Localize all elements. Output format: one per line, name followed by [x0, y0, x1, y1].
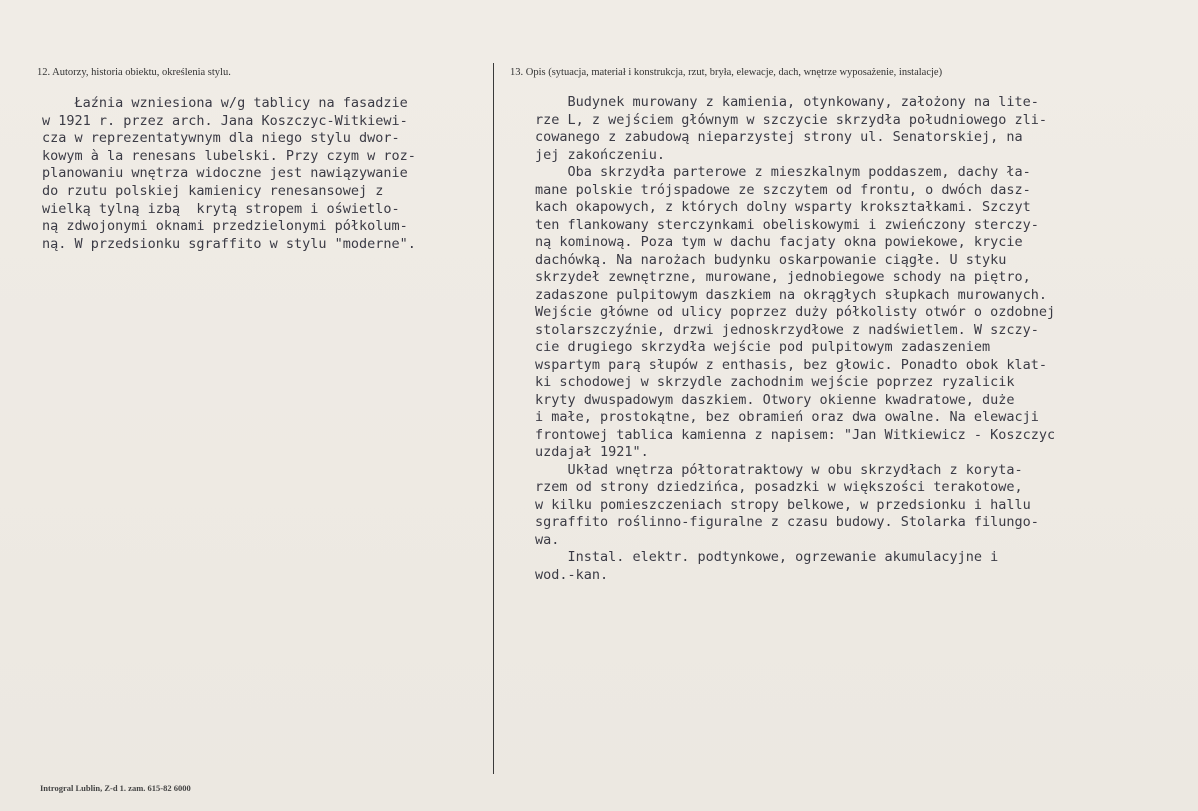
text-line: Budynek murowany z kamienia, otynkowany, założony na lite- — [535, 94, 1039, 110]
text-line: sgraffito roślinno-figuralne z czasu budowy. Stolarka filungo- — [535, 514, 1039, 530]
printer-imprint: Introgral Lublin, Z-d 1. zam. 615-82 6000 — [40, 783, 191, 793]
text-line: Układ wnętrza półtoratraktowy w obu skrzydłach z koryta- — [535, 461, 1023, 478]
text-line: ną zdwojonymi oknami przedzielonymi półkolum- — [42, 218, 408, 235]
authors-history-text — [42, 95, 416, 253]
section-13-heading: 13. Opis (sytuacja, materiał i konstrukcja, rzut, bryła, elewacje, dach, wnętrze wyposażenie, instalacje) — [510, 67, 943, 78]
column-divider — [493, 63, 494, 774]
text-line: jej zakończeniu. — [535, 146, 666, 163]
text-line: kach okapowych, z których dolny wsparty krokształkami. Szczyt — [535, 199, 1031, 215]
text-line: dachówką. Na narożach budynku oskarpowanie ciągłe. U styku — [535, 251, 1007, 268]
text-line: Wejście główne od ulicy poprzez duży półkolisty otwór o ozdobnej — [535, 304, 1056, 320]
text-line: zadaszone pulpitowym daszkiem na okrągłych słupkach murowanych. — [535, 286, 1048, 303]
text-line: cowanego z zabudową nieparzystej strony ul. Senatorskiej, na — [535, 129, 1023, 145]
text-line: i małe, prostokątne, bez obramień oraz dwa owalne. Na elewacji — [535, 409, 1039, 425]
text-line: rze L, z wejściem głównym w szczycie skrzydła południowego zli- — [535, 111, 1048, 128]
text-line: rzem od strony dziedzińca, posadzki w większości terakotowe, — [535, 479, 1023, 495]
text-line: wspartym parą słupów z enthasis, bez głowic. Ponadto obok klat- — [535, 356, 1048, 373]
section-12-heading: 12. Autorzy, historia obiektu, określenia stylu. — [37, 67, 231, 78]
text-line: frontowej tablica kamienna z napisem: "Jan Witkiewicz - Koszczyc — [535, 426, 1056, 443]
text-line: ną. W przedsionku sgraffito w stylu "moderne". — [42, 235, 416, 252]
text-line: Łaźnia wzniesiona w/g tablicy na fasadzie — [42, 95, 408, 111]
text-line: stolarszczyźnie, drzwi jednoskrzydłowe z nadświetlem. W szczy- — [535, 321, 1039, 338]
text-line: w kilku pomieszczeniach stropy belkowe, w przedsionku i hallu — [535, 496, 1031, 513]
text-line: do rzutu polskiej kamienicy renesansowej z — [42, 182, 384, 199]
text-line: kryty dwuspadowym daszkiem. Otwory okienne kwadratowe, duże — [535, 391, 1015, 408]
text-line: cie drugiego skrzydła wejście pod pulpitowym zadaszeniem — [535, 339, 991, 355]
description-text — [535, 94, 1055, 584]
text-line: kowym à la renesans lubelski. Przy czym w roz- — [42, 147, 416, 164]
text-line: uzdajał 1921". — [535, 444, 649, 460]
text-line: cza w reprezentatywnym dla niego stylu dwor- — [42, 130, 400, 147]
text-line: ki schodowej w skrzydle zachodnim wejście poprzez ryzalicik — [535, 374, 1015, 390]
text-line: wielką tylną izbą krytą stropem i oświetlo- — [42, 200, 400, 217]
text-line: mane polskie trójspadowe ze szczytem od frontu, o dwóch dasz- — [535, 181, 1031, 198]
text-line: planowaniu wnętrza widoczne jest nawiązywanie — [42, 165, 408, 182]
text-line: wa. — [535, 531, 560, 548]
text-line: Instal. elektr. podtynkowe, ogrzewanie akumulacyjne i — [535, 549, 999, 565]
text-line: w 1921 r. przez arch. Jana Koszczyc-Witkiewi- — [42, 112, 408, 129]
text-line: ną kominową. Poza tym w dachu facjaty okna powiekowe, krycie — [535, 234, 1023, 250]
text-line: skrzydeł zewnętrzne, murowane, jednobiegowe schody na piętro, — [535, 269, 1031, 285]
text-line: Oba skrzydła parterowe z mieszkalnym poddaszem, dachy ła- — [535, 164, 1031, 180]
text-line: ten flankowany sterczynkami obeliskowymi i zwieńczony sterczy- — [535, 216, 1039, 233]
text-line: wod.-kan. — [535, 566, 609, 583]
